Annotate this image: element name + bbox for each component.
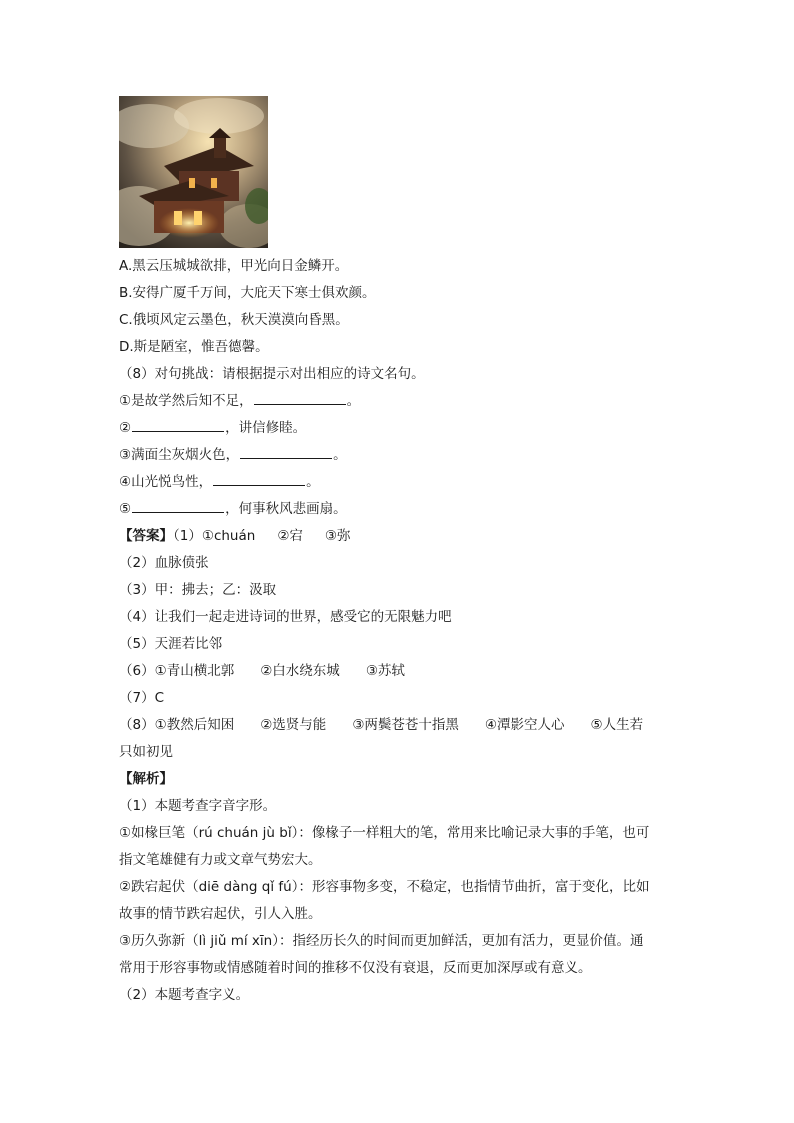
answer-label: 【答案】 (119, 528, 173, 544)
item-4-suffix: 。 (306, 474, 320, 490)
item-5-suffix: ，何事秋风悲画扇。 (225, 501, 347, 517)
answer-6a: （6）①青山横北郭 (119, 663, 235, 679)
answer-blank (254, 390, 346, 405)
question-8-item-1 (119, 388, 679, 415)
analysis-2-line-2: 指文笔雄健有力或文章气势宏大。 (119, 852, 322, 868)
answer-7: （7）C (119, 690, 165, 706)
answer-blank (132, 498, 224, 513)
answer-8a: （8）①教然后知困 (119, 717, 235, 733)
analysis-4-line-1: ③历久弥新（lì jiǔ mí xīn）：指经历长久的时间而更加鲜活，更加有活力，更显价值。通 (119, 933, 644, 949)
answer-6 (119, 658, 679, 685)
ancient-pavilion-illustration (119, 96, 268, 248)
option-d: D.斯是陋室，惟吾德馨。 (119, 339, 269, 355)
option-a: A.黑云压城城欲排，甲光向日金鳞开。 (119, 258, 349, 274)
answer-6c: ③苏轼 (365, 663, 405, 679)
answer-8e: ⑤人生若 (590, 717, 644, 733)
item-4-prefix: ④山光悦鸟性， (119, 474, 213, 490)
option-c: C.俄顷风定云墨色，秋天漠漠向昏黑。 (119, 312, 349, 328)
document-page (119, 96, 679, 1009)
answer-8 (119, 712, 679, 739)
item-1-suffix: 。 (346, 393, 361, 409)
answer-1c: ③弥 (324, 528, 351, 544)
option-b: B.安得广厦千万间，大庇天下寒士俱欢颜。 (119, 285, 376, 301)
question-8-item-2 (119, 415, 679, 442)
item-5-prefix: ⑤ (119, 501, 132, 517)
question-8-prompt: （8）对句挑战：请根据提示对出相应的诗文名句。 (119, 366, 425, 382)
analysis-2-line-1: ①如椽巨笔（rú chuán jù bǐ）：像椽子一样粗大的笔，常用来比喻记录大事的手笔，也可 (119, 825, 650, 841)
answer-2: （2）血脉偾张 (119, 555, 209, 571)
analysis-5: （2）本题考查字义。 (119, 987, 250, 1003)
answer-8b: ②选贤与能 (260, 717, 327, 733)
answer-1a: （1）①chuán (173, 528, 256, 544)
item-3-suffix: 。 (333, 447, 347, 463)
question-8-item-4 (119, 469, 679, 496)
analysis-3-line-1: ②跌宕起伏（diē dàng qǐ fú）：形容事物多变，不稳定，也指情节曲折，富于变化，比如 (119, 879, 650, 895)
analysis-1: （1）本题考查字音字形。 (119, 798, 277, 814)
question-8-item-5 (119, 496, 679, 523)
item-2-prefix: ② (119, 420, 132, 436)
answer-blank (132, 417, 224, 432)
answer-1b: ②宕 (277, 528, 303, 544)
answer-5: （5）天涯若比邻 (119, 636, 223, 652)
answer-8c: ③两鬓苍苍十指黑 (352, 717, 459, 733)
answer-8d: ④潭影空人心 (484, 717, 565, 733)
analysis-4-line-2: 常用于形容事物或情感随着时间的推移不仅没有衰退，反而更加深厚或有意义。 (119, 960, 592, 976)
answer-line-1 (119, 523, 679, 550)
item-3-prefix: ③满面尘灰烟火色， (119, 447, 240, 463)
item-2-suffix: ，讲信修睦。 (225, 420, 307, 436)
item-1-prefix: ①是故学然后知不足， (119, 393, 253, 409)
answer-8-continued: 只如初见 (119, 744, 173, 760)
answer-blank (240, 444, 332, 459)
answer-4: （4）让我们一起走进诗词的世界，感受它的无限魅力吧 (119, 609, 452, 625)
answer-3: （3）甲：拂去；乙：汲取 (119, 582, 277, 598)
question-8-item-3 (119, 442, 679, 469)
answer-blank (213, 471, 305, 486)
analysis-label: 【解析】 (119, 771, 173, 787)
analysis-3-line-2: 故事的情节跌宕起伏，引人入胜。 (119, 906, 322, 922)
answer-6b: ②白水绕东城 (260, 663, 340, 679)
